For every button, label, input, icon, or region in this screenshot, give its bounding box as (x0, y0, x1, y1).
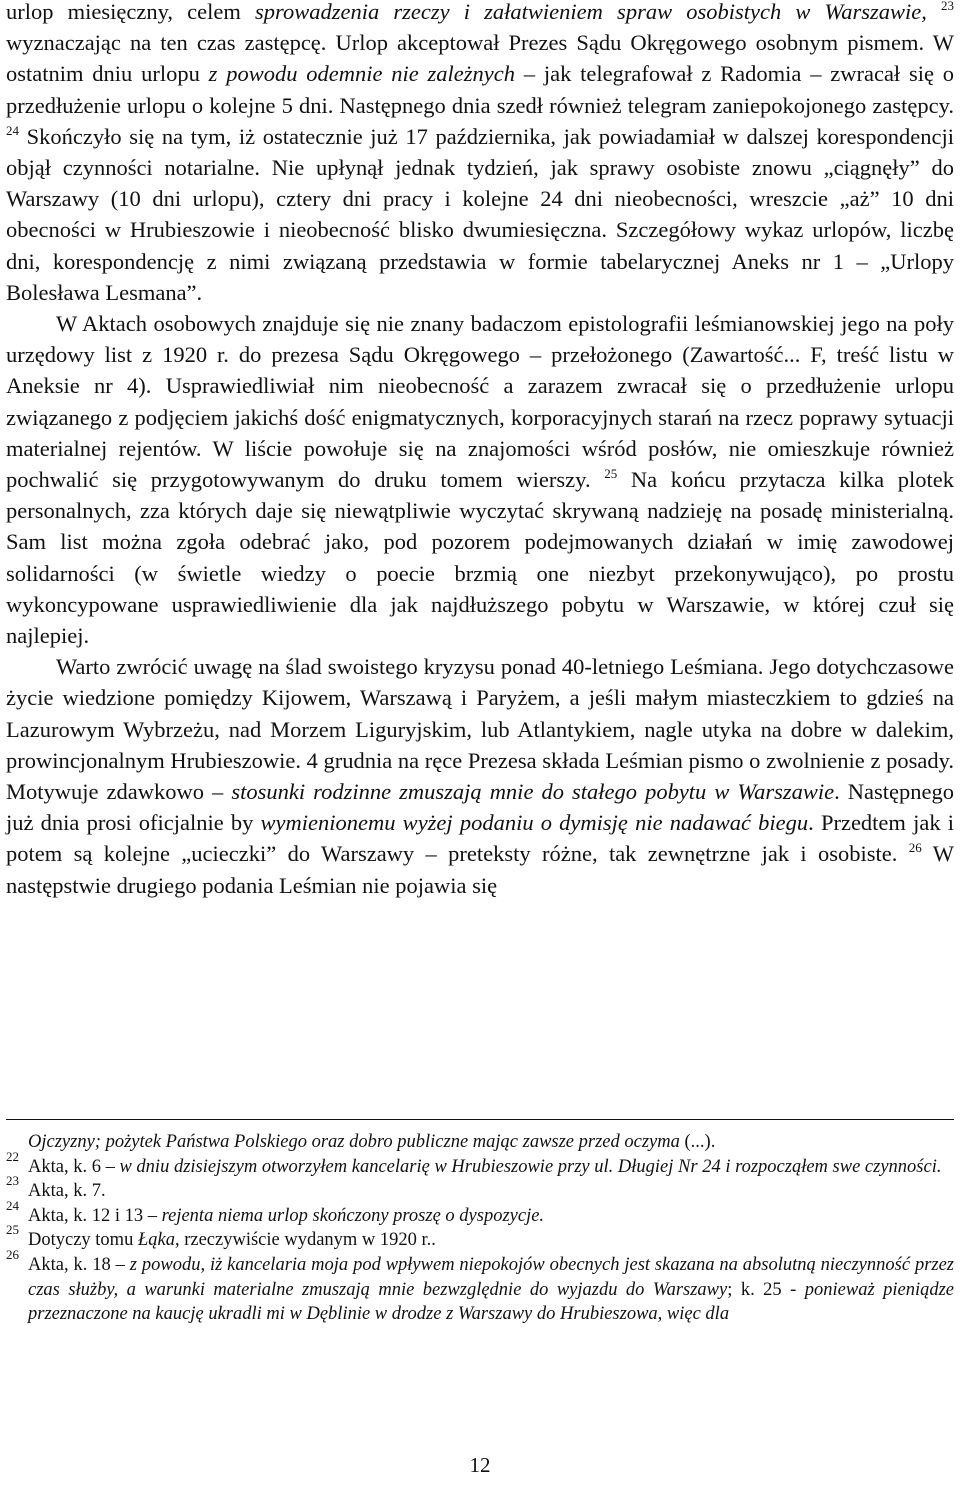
italic-text: z powodu, iż kancelaria moja pod wpływem niepokojów obecnych jest skazana na absolutną nieczynność przez czas służby, a warunki materialne zmuszają mnie bezwzględnie do wyjazdu do Warszawy (28, 1254, 954, 1300)
paragraph (6, 651, 954, 901)
footnote-number: 26 (6, 1246, 19, 1262)
footnote (6, 1197, 954, 1229)
italic-text: rejenta niema urlop skończony proszę o dyspozycje. (161, 1205, 545, 1226)
italic-text: Ojczyzny; pożytek Państwa Polskiego oraz dobro publiczne mając zawsze przed oczyma (28, 1132, 680, 1152)
text-run: , rzeczywiście wydanym w 1920 r.. (174, 1230, 436, 1251)
footnote-text (28, 1181, 106, 1201)
paragraph (6, 308, 954, 651)
text-run: Skończyło się na tym, iż ostatecznie już 17 października, jak powiadamiał w dalszej korespondencji objął czynności notarialne. Nie upłynął jednak tydzień, jak sprawy osobiste znowu „ciągnęły” do Warszawy (10 dni urlopu), cztery dni pracy i kolejne 24 dni nieobecności, wreszcie „aż” 10 dni obecności w Hrubieszowie i nieobecność blisko dwumiesięczna. Szczegółowy wykaz urlopów, liczbę dni, korespondencję z nimi związaną przedstawia w formie tabelarycznej Aneks nr 1 – „Urlopy Bolesława Lesmana”. (6, 123, 954, 305)
footnote-text (28, 1132, 715, 1152)
footnote (6, 1130, 954, 1155)
text-run: W Aktach osobowych znajduje się nie znany badaczom epistolografii leśmianowskiej jego na poły urzędowy list z 1920 r. do prezesa Sądu Okręgowego – przełożonego (Zawartość... F, treść listu w Aneksie nr 4). Usprawiedliwiał nim nieobecność a zarazem zwracał się o przedłużenie urlopu związanego z podjęciem jakichś dość enigmatycznych, korporacyjnych starań na rzecz poprawy sytuacji materialnej rejentów. W liście powołuje się na znajomości wśród posłów, nie omieszkuje również pochwalić się przygotowywanym do druku tomem wierszy. (6, 311, 954, 493)
footnote-reference: 26 (908, 840, 922, 856)
footnote-reference: 24 (6, 122, 19, 138)
footnote (6, 1246, 954, 1327)
text-run: urlop miesięczny, celem (6, 0, 256, 24)
text-run: Na końcu przytacza kilka plotek personalnych, zza których daje się niewątpliwie wyczytać skrywaną nadzieję na posadę ministerialną. Sam list można zgoła odebrać jako, pod pozorem podejmowanych działań w imię zawodowej solidarności (w świetle wiedzy o poecie brzmią one niezbyt przekonywująco), po prostu wykoncypowane usprawiedliwienie dla jak najdłuższego pobytu w Warszawie, w której czuł się najlepiej. (6, 467, 954, 649)
text-run: Warto zwrócić uwagę na ślad swoistego kryzysu ponad 40-letniego Leśmiana. Jego dotychczasowe życie wiedzione pomiędzy Kijowem, Warszawą i Paryżem, a jeśli małym miasteczkiem to gdzieś na Lazurowym Wybrzeżu, nad Morzem Liguryjskim, lub Atlantykiem, nagle utyka na dobre w dalekim, prowincjonalnym Hrubieszowie. 4 grudnia na ręce Prezesa składa Leśmian pismo o zwolnienie z posady. Motywuje zdawkowo – (6, 654, 954, 805)
text-run: (...). (679, 1132, 716, 1152)
footnote-number: 23 (6, 1173, 19, 1189)
main-body-text (6, 0, 954, 901)
paragraph (6, 0, 954, 308)
italic-text: stosunki rodzinne zmuszają mnie do stałego pobytu w Warszawie (231, 779, 835, 805)
italic-text: Łąka (137, 1230, 175, 1251)
italic-text: wymienionemu wyżej podaniu o dymisję nie nadawać biegu (260, 810, 809, 836)
text-run: Akta, k. 6 – (28, 1156, 120, 1177)
text-run: – jak telegrafował z Radomia – zwracał się o przedłużenie urlopu o kolejne 5 dni. Następnego dnia szedł również telegram zaniepokojonego zastępcy. (6, 61, 955, 118)
italic-text: z powodu odemnie nie zależnych (208, 61, 516, 87)
text-run: Akta, k. 12 i 13 – (28, 1205, 162, 1226)
text-run: W następstwie drugiego podania Leśmian nie pojawia się (6, 841, 954, 898)
text-run: . Przedtem jak i potem są kolejne „ucieczki” do Warszawy – preteksty różne, tak zewnętrzne jak i osobiste. (6, 810, 955, 867)
footnote (6, 1173, 954, 1204)
text-run: ; k. 25 - (727, 1279, 805, 1300)
text-run: wyznaczając na ten czas zastępcę. Urlop akceptował Prezes Sądu Okręgowego osobnym pismem. W ostatnim dniu urlopu (6, 30, 954, 87)
footnote-separator (6, 1119, 954, 1120)
footnote-text (28, 1255, 954, 1324)
page-number: 12 (469, 1453, 491, 1477)
footnote-text (28, 1157, 941, 1177)
footnote-reference: 23 (941, 0, 955, 13)
footnote-reference: 25 (604, 466, 618, 482)
italic-text: w dniu dzisiejszym otworzyłem kancelarię w Hrubieszowie przy ul. Długiej Nr 24 i rozpocząłem swe czynności. (119, 1156, 942, 1177)
footnote-text (28, 1230, 436, 1250)
text-run (927, 0, 941, 24)
text-run: Akta, k. 7. (28, 1181, 106, 1202)
text-run: Akta, k. 18 – (28, 1254, 130, 1275)
footnote-number: 25 (6, 1222, 19, 1238)
footnote-number: 22 (6, 1148, 19, 1164)
footnote (6, 1222, 954, 1253)
text-run: Dotyczy tomu (28, 1230, 138, 1251)
footnote-text (28, 1206, 544, 1226)
italic-text: sprowadzenia rzeczy i załatwieniem spraw osobistych w Warszawie, (255, 0, 927, 24)
text-run: . Następnego już dnia prosi oficjalnie by (6, 779, 954, 836)
footnote (6, 1148, 954, 1180)
footnotes-section (6, 1130, 954, 1327)
footnote-number: 24 (6, 1197, 19, 1213)
italic-text: ponieważ pieniądze przeznaczone na kaucję ukradli mi w Dęblinie w drodze z Warszawy do Hrubieszowa, więc dla (28, 1279, 954, 1325)
